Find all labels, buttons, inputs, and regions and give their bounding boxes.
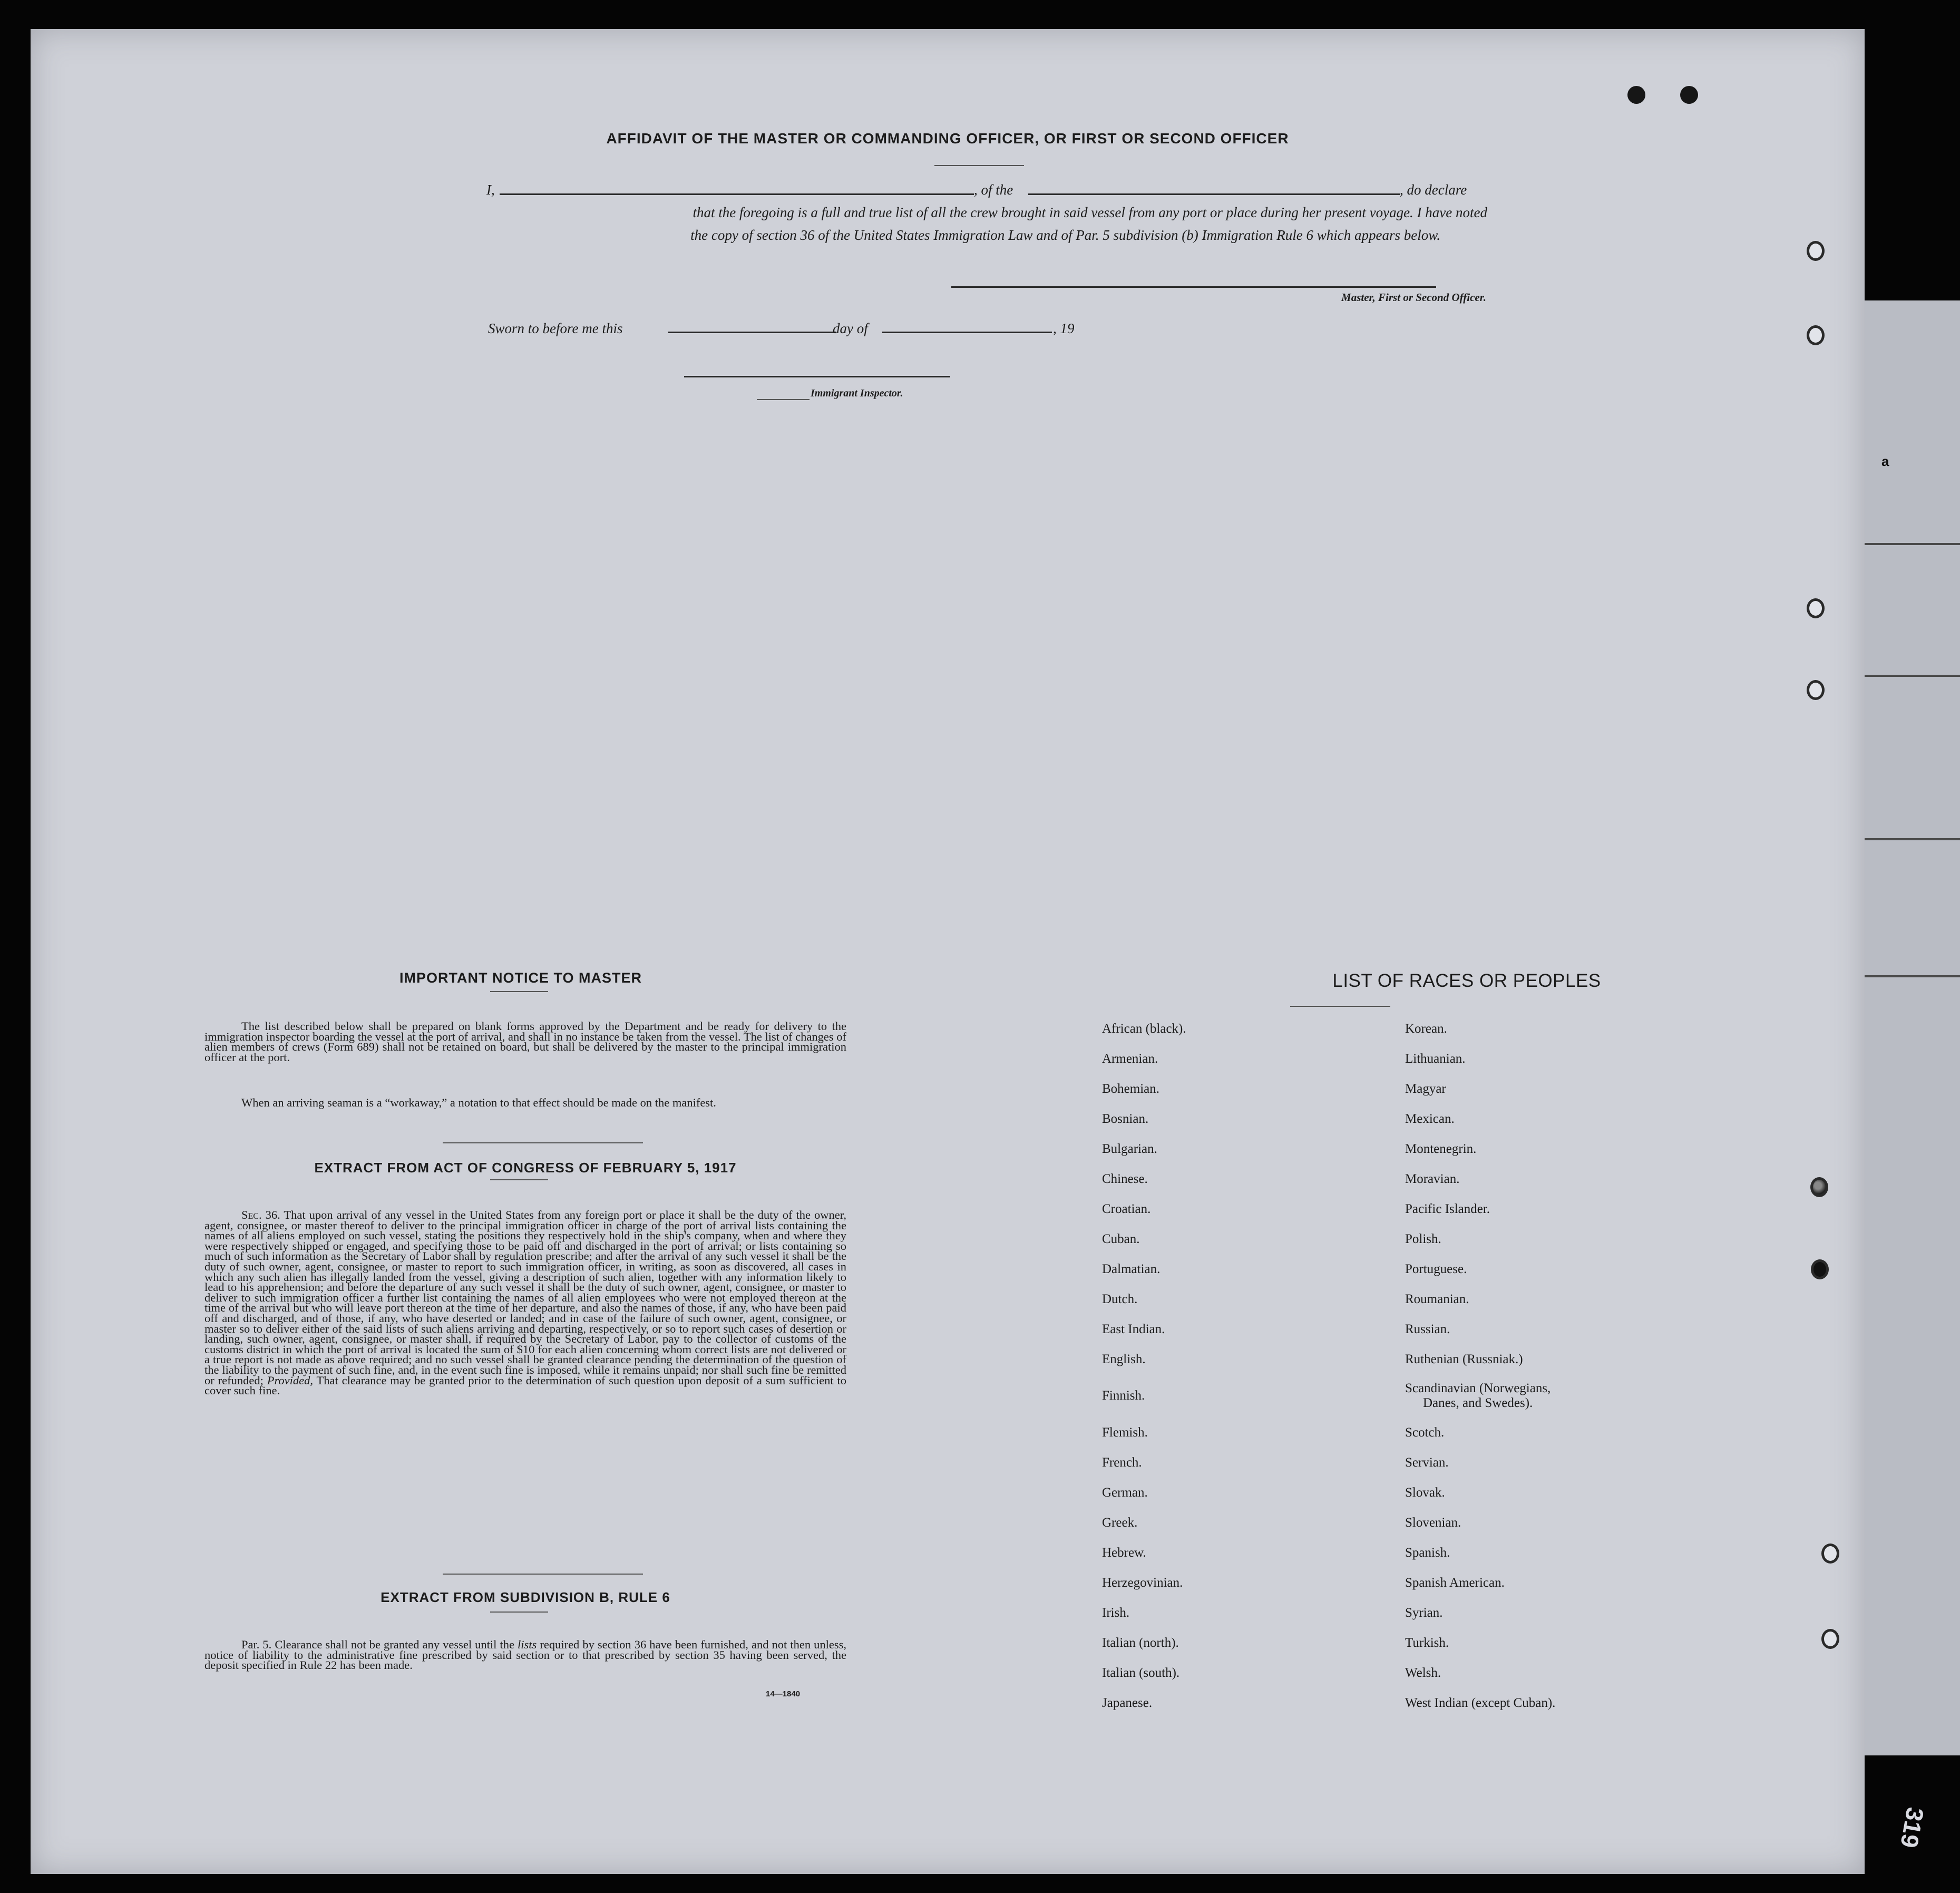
punch-hole [1807,680,1825,700]
underlying-rule [1860,675,1960,677]
provided-label: Provided, [267,1373,313,1387]
notice-paragraph-2 [204,1098,846,1108]
underlying-rule [1860,975,1960,977]
act-section-36-text [204,1210,846,1396]
underlying-sheet [1860,300,1960,1755]
notice-title: IMPORTANT NOTICE TO MASTER [399,970,642,986]
race-right: Russian. [1405,1322,1450,1336]
inspector-caption-rule [757,399,810,400]
race-left: Hebrew. [1102,1546,1146,1560]
race-left: Chinese. [1102,1172,1148,1186]
race-left: African (black). [1102,1022,1186,1036]
race-right: West Indian (except Cuban). [1405,1696,1556,1710]
section-36-body: That upon arrival of any vessel in the United States from any foreign port or place it shall be the duty of the owner, agent, consignee, or master thereof to deliver to the principal immigration officer in charge of the port of arrival lists containing the names of all aliens employed on such vessel, stating the positions they respectively hold in the ship's company, when and where they were respectively shipped or engaged, and specifying those to be paid off and discharged in the port of arrival; or lists containing so much of such information as the Secretary of Labor shall by regulation prescribe; and after the arrival of any such vessel it shall be the duty of such owner, agent, consignee, or master to report to such immigration officer, in writing, as soon as discovered, all cases in which any such alien has illegally landed from the vessel, giving a description of such alien, together with any information likely to lead to his apprehension; and before the departure of any such vessel it shall be the duty of such owner, agent, consignee, or master to deliver to such immigration officer a further list containing the names of all alien employees who were not employed thereon at the time of the arrival but who will leave port thereon at the time of her departure, and also the names of those, if any, who have been paid off and discharged, and of those, if any, who have deserted or landed; and in case of the failure of such owner, agent, consignee, or master so to deliver either of the said lists of such aliens arriving and departing, respectively, or so to report such cases of desertion or landing, such owner, agent, consignee, or master shall, if required by the Secretary of Labor, pay to the collector of customs of the customs district in which the port of arrival is located the sum of $10 for each alien concerning whom correct lists are not delivered or a true report is not made as above required; and no such vessel shall be granted clearance pending the determination of the question of the liability to the payment of such fine, and, in the event such fine is imposed, while it remains unpaid; nor shall such fine be remitted or refunded; [204,1208,846,1387]
sworn-label: Sworn to before me this [488,321,623,336]
rule-lists-word: lists [518,1638,537,1651]
race-left: French. [1102,1455,1142,1470]
sworn-month-blank [882,332,1052,333]
race-right: Roumanian. [1405,1292,1469,1306]
race-left: English. [1102,1352,1146,1366]
race-right: Pacific Islander. [1405,1202,1490,1216]
race-right: Moravian. [1405,1172,1460,1186]
race-left: Irish. [1102,1606,1130,1620]
vessel-label: , of the [974,182,1013,198]
act-rule [490,1179,548,1180]
notice-rule [490,991,548,992]
race-right: Lithuanian. [1405,1052,1466,1066]
race-right: Scotch. [1405,1425,1445,1440]
corner-number: 319 [1895,1805,1929,1850]
race-left: Bulgarian. [1102,1142,1157,1156]
section-divider [443,1574,643,1575]
section-divider [443,1142,643,1143]
rule-extract-title: EXTRACT FROM SUBDIVISION B, RULE 6 [381,1589,670,1605]
declaration-line-2: that the foregoing is a full and true list of all the crew brought in said vessel from any port or place during her present voyage. I have noted [693,205,1487,220]
affidavit-title: AFFIDAVIT OF THE MASTER OR COMMANDING OFFICER, OR FIRST OR SECOND OFFICER [606,130,1289,147]
declaration-line-3: the copy of section 36 of the United States Immigration Law and of Par. 5 subdivision (b) Immigration Rule 6 which appears below. [690,227,1440,243]
punch-hole [1807,325,1825,345]
race-left: German. [1102,1486,1148,1500]
race-left: Bosnian. [1102,1112,1149,1126]
race-left: Cuban. [1102,1232,1140,1246]
race-left: Flemish. [1102,1425,1148,1440]
act-extract-title: EXTRACT FROM ACT OF CONGRESS OF FEBRUARY 5, 1917 [314,1160,737,1176]
underlying-rule [1860,543,1960,545]
officer-signature-caption: Master, First or Second Officer. [1341,291,1486,304]
section-label: Sec. 36. [241,1208,280,1221]
inspector-caption: Immigrant Inspector. [811,387,903,399]
race-right: Syrian. [1405,1606,1443,1620]
rule-paragraph [204,1639,846,1671]
provided-body: That clearance may be granted prior to the determination of such question upon deposit of a sum sufficient to cover such fine. [204,1373,847,1397]
sworn-day-of-label: day of [833,321,868,336]
race-right: Polish. [1405,1232,1441,1246]
race-left: Bohemian. [1102,1082,1160,1096]
manifest-page [31,29,1865,1874]
punch-hole [1810,1177,1828,1197]
race-left: East Indian. [1102,1322,1165,1336]
rule-text-start: Par. 5. Clearance shall not be granted any vessel until the [241,1638,514,1651]
punch-hole [1807,241,1825,261]
race-left: Greek. [1102,1516,1138,1530]
race-right: Welsh. [1405,1666,1441,1680]
underlying-rule [1860,838,1960,840]
declarant-label: I, [486,182,495,198]
declarant-name-blank [500,193,974,195]
race-right: Korean. [1405,1022,1447,1036]
race-right: Portuguese. [1405,1262,1467,1276]
race-left: Italian (north). [1102,1636,1179,1650]
race-left: Italian (south). [1102,1666,1180,1680]
notice-paragraph-1 [204,1021,846,1062]
race-right: Scandinavian (Norwegians, [1405,1381,1551,1395]
race-left: Japanese. [1102,1696,1153,1710]
race-right: Montenegrin. [1405,1142,1477,1156]
punch-hole [1821,1543,1839,1564]
notice-paragraph-1-text: The list described below shall be prepared on blank forms approved by the Department and be ready for delivery to the immigration inspector boarding the vessel at the port of arrival, and shall in no instance be taken from the vessel. The list of changes of alien members of crews (Form 689) shall not be retained on board, but shall be delivered by the master to the principal immigration officer at the port. [204,1020,846,1064]
race-right: Turkish. [1405,1636,1449,1650]
punch-hole [1821,1629,1839,1649]
rule-text-end: required by section 36 have been furnished, and not then unless, notice of liability to the administrative fine prescribed by said section or to that prescribed by section 35 having been served, the deposit specified in Rule 22 has been made. [204,1638,847,1672]
race-left: Armenian. [1102,1052,1158,1066]
title-rule [934,165,1024,166]
race-right: Spanish. [1405,1546,1450,1560]
do-declare-label: , do declare [1400,182,1467,198]
race-right: Spanish American. [1405,1576,1505,1590]
race-left: Dalmatian. [1102,1262,1161,1276]
sworn-year-label: , 19 [1053,321,1075,336]
races-rule [1290,1006,1390,1007]
race-right: Danes, and Swedes). [1423,1396,1533,1410]
race-right: Magyar [1405,1082,1446,1096]
officer-signature-line [951,286,1436,288]
binder-dot [1627,86,1645,104]
notice-paragraph-2-text: When an arriving seaman is a “workaway,” a notation to that effect should be made on the manifest. [241,1096,716,1109]
races-title: LIST OF RACES OR PEOPLES [1332,970,1601,991]
race-left: Croatian. [1102,1202,1151,1216]
race-right: Mexican. [1405,1112,1455,1126]
underlying-sheet-letter: a [1881,453,1889,469]
inspector-signature-line [684,376,950,377]
rule-rule [490,1612,548,1613]
form-number: 14—1840 [766,1690,801,1698]
race-right: Slovenian. [1405,1516,1461,1530]
sworn-day-blank [668,332,836,333]
race-left: Finnish. [1102,1389,1145,1403]
binder-dot [1680,86,1698,104]
race-left: Dutch. [1102,1292,1138,1306]
vessel-name-blank [1028,193,1400,195]
race-right: Slovak. [1405,1486,1445,1500]
race-left: Herzegovinian. [1102,1576,1183,1590]
punch-hole [1807,598,1825,618]
punch-hole [1811,1259,1829,1279]
race-right: Servian. [1405,1455,1449,1470]
race-right: Ruthenian (Russniak.) [1405,1352,1523,1366]
